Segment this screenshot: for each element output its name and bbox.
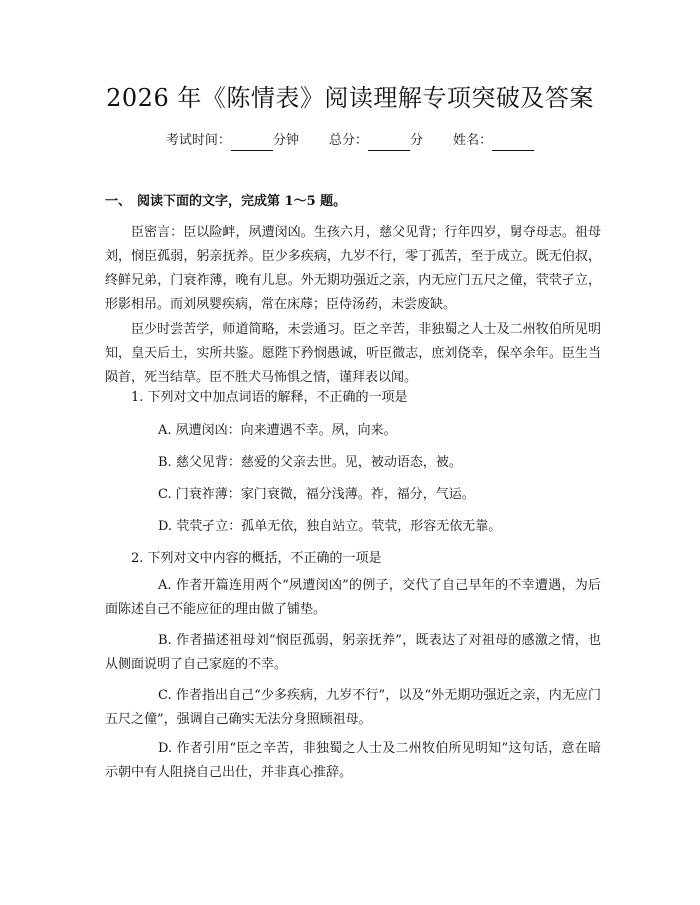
total-score-unit: 分 (410, 133, 424, 148)
section-instruction: 阅读下面的文字，完成第 1～5 题。 (137, 194, 347, 209)
answer-option: D. 茕茕孑立：孤单无依，独自站立。茕茕，形容无依无靠。 (158, 519, 502, 534)
answer-option: C. 门衰祚薄：家门衰微，福分浅薄。祚，福分，气运。 (158, 487, 475, 502)
question-stem: 1. 下列对文中加点词语的解释，不正确的一项是 (131, 390, 408, 405)
answer-option: A. 夙遭闵凶：向来遭遇不幸。夙，向来。 (158, 423, 397, 438)
name-field (453, 131, 534, 151)
name-label: 姓名： (453, 133, 493, 148)
passage-paragraph: 臣少时尝苦学，师道简略，未尝通习。臣之辛苦，非独蜀之人士及二州牧伯所见明知，皇天后土，实所共鉴。愿陛下矜悯愚诚，听臣微志，庶刘侥幸，保卒余年。臣生当陨首，死当结草。臣不胜犬马怖惧之情，谨拜表以闻。 (105, 322, 601, 385)
answer-option: B. 慈父见背：慈爱的父亲去世。见，被动语态，被。 (158, 455, 462, 470)
exam-time-blank (231, 135, 273, 151)
exam-time-unit: 分钟 (272, 133, 299, 148)
answer-option: C. 作者指出自己“少多疾病，九岁不行”，以及“外无期功强近之亲，内无应门五尺之僮”，强调自己确实无法分身照顾祖母。 (105, 688, 601, 727)
page-title: 2026 年《陈情表》阅读理解专项突破及答案 (106, 84, 594, 112)
total-score-blank (368, 135, 410, 151)
total-score-label: 总分： (328, 133, 368, 148)
exam-time-label: 考试时间： (165, 133, 231, 148)
total-score-field (329, 131, 423, 151)
answer-option: A. 作者开篇连用两个“夙遭闵凶”的例子，交代了自己早年的不幸遭遇，为后面陈述自己不能应征的理由做了铺垫。 (105, 578, 601, 617)
name-blank (492, 135, 534, 151)
passage-paragraph: 臣密言：臣以险衅，夙遭闵凶。生孩六月，慈父见背；行年四岁，舅夺母志。祖母刘，悯臣孤弱，躬亲抚养。臣少多疾病，九岁不行，零丁孤苦，至于成立。既无伯叔，终鲜兄弟，门衰祚薄，晚有儿息。外无期功强近之亲，内无应门五尺之僮，茕茕孑立，形影相吊。而刘夙婴疾病，常在床蓐；臣侍汤药，未尝废缺。 (105, 225, 601, 312)
section-heading (105, 192, 346, 212)
question-stem: 2. 下列对文中内容的概括，不正确的一项是 (131, 551, 382, 566)
exam-time-field (166, 131, 299, 151)
section-number: 一、 (105, 194, 132, 209)
answer-option: D. 作者引用“臣之辛苦，非独蜀之人士及二州牧伯所见明知”这句话，意在暗示朝中有人阻挠自己出仕，并非真心推辞。 (105, 741, 601, 780)
answer-option: B. 作者描述祖母刘“悯臣孤弱，躬亲抚养”，既表达了对祖母的感激之情，也从侧面说明了自己家庭的不幸。 (105, 633, 601, 672)
exam-info-line (0, 131, 700, 151)
